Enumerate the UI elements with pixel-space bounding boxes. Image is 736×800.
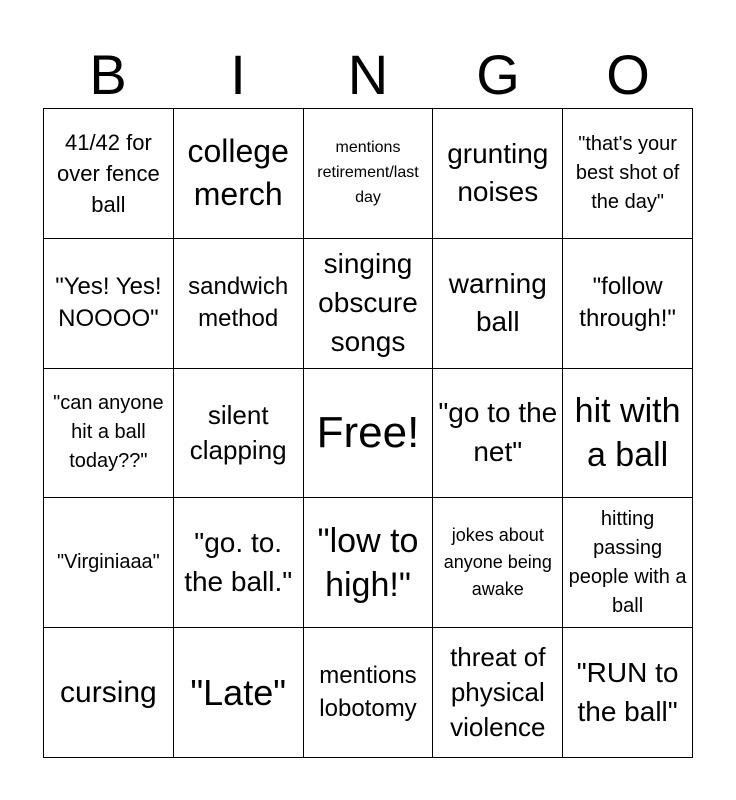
bingo-cell[interactable]	[304, 109, 434, 239]
cell-text: "Virginiaaa"	[57, 551, 160, 574]
cell-text: silent clapping	[189, 399, 287, 465]
cell-text: sandwich method	[188, 272, 289, 333]
cell-text: threat of physical violence	[450, 641, 546, 743]
bingo-cell[interactable]	[563, 498, 693, 628]
cell-text: hit with a ball	[574, 391, 681, 474]
bingo-cell[interactable]	[433, 239, 563, 369]
bingo-cell[interactable]	[563, 239, 693, 369]
cell-text: 41/42 for over fence ball	[57, 129, 160, 218]
bingo-cell[interactable]	[174, 628, 304, 758]
bingo-board	[43, 108, 693, 758]
cell-text: mentions lobotomy	[319, 662, 417, 722]
bingo-cell[interactable]	[44, 109, 174, 239]
cell-text: mentions retirement/last day	[317, 139, 419, 206]
cell-text: "go to the net"	[438, 397, 558, 467]
header-letter-i: I	[230, 43, 246, 106]
bingo-cell[interactable]	[563, 109, 693, 239]
bingo-cell[interactable]	[304, 628, 434, 758]
bingo-cell[interactable]	[433, 498, 563, 628]
bingo-cell[interactable]	[563, 369, 693, 499]
cell-text: "follow through!"	[579, 272, 676, 333]
cell-text: "Late"	[190, 672, 286, 713]
bingo-cell[interactable]	[433, 369, 563, 499]
cell-text: grunting noises	[447, 137, 549, 208]
bingo-cell[interactable]	[563, 628, 693, 758]
header-letter-b: B	[89, 43, 127, 106]
bingo-cell[interactable]	[44, 498, 174, 628]
cell-text: "that's your best shot of the day"	[575, 132, 680, 213]
bingo-cell[interactable]	[433, 628, 563, 758]
bingo-header	[43, 42, 693, 108]
free-space-text: Free!	[316, 407, 420, 457]
bingo-cell[interactable]	[174, 498, 304, 628]
cell-text: warning ball	[448, 267, 547, 338]
bingo-cell[interactable]	[174, 109, 304, 239]
cell-text: college merch	[187, 133, 289, 213]
bingo-cell[interactable]	[304, 498, 434, 628]
cell-text: cursing	[60, 675, 157, 709]
cell-text: jokes about anyone being awake	[443, 525, 552, 600]
bingo-cell[interactable]	[304, 239, 434, 369]
header-letter-n: N	[347, 43, 389, 106]
cell-text: "Yes! Yes! NOOOO"	[55, 272, 162, 333]
header-letter-o: O	[606, 43, 650, 106]
cell-text: hitting passing people with a ball	[568, 507, 687, 617]
cell-text: "can anyone hit a ball today??"	[53, 392, 164, 473]
header-letter-g: G	[476, 43, 520, 106]
cell-text: "low to high!"	[317, 521, 419, 604]
cell-text: "RUN to the ball"	[576, 656, 679, 727]
bingo-cell[interactable]	[174, 369, 304, 499]
cell-text: "go. to. the ball."	[184, 527, 293, 597]
bingo-cell[interactable]	[433, 109, 563, 239]
bingo-cell[interactable]	[174, 239, 304, 369]
bingo-cell[interactable]	[44, 369, 174, 499]
bingo-cell[interactable]	[44, 628, 174, 758]
bingo-cell free-space[interactable]	[304, 369, 434, 499]
cell-text: singing obscure songs	[318, 248, 418, 357]
bingo-cell[interactable]	[44, 239, 174, 369]
